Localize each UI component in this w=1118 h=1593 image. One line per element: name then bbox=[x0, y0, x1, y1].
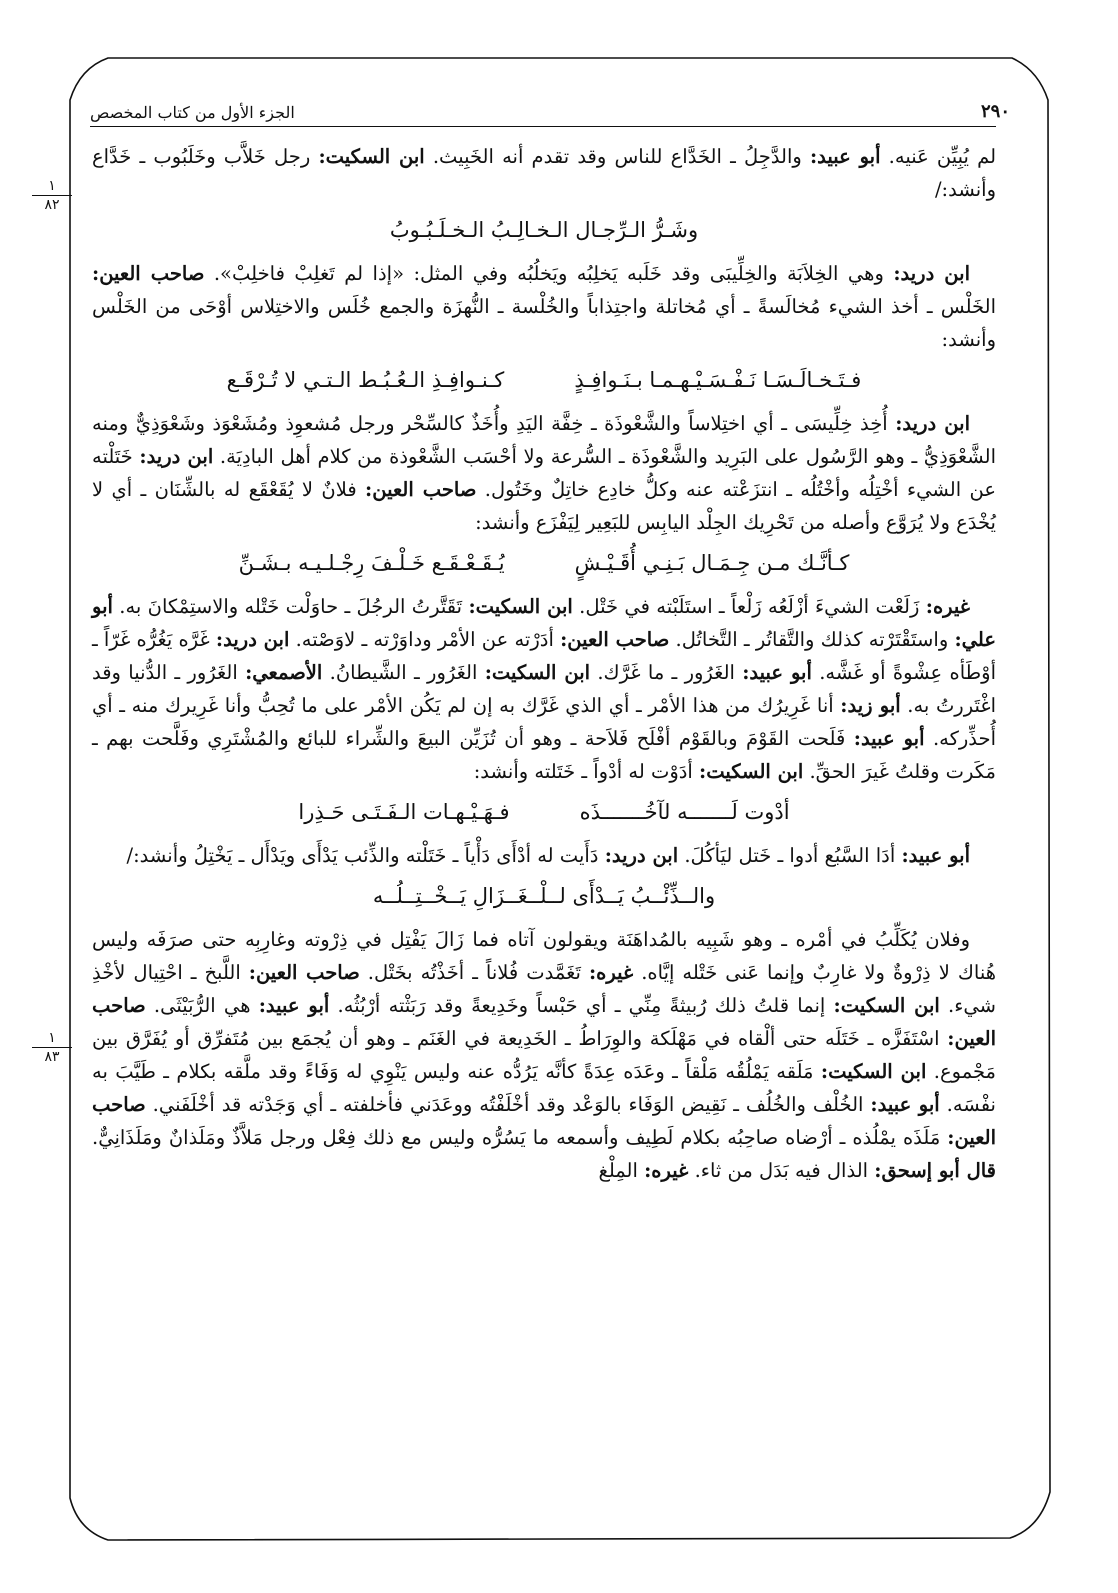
source-attribution: أبو عبيد: bbox=[258, 994, 330, 1017]
source-attribution: أبو علي: bbox=[92, 595, 996, 651]
source-attribution: أبو عبيد: bbox=[853, 727, 925, 750]
source-attribution: ابن السكيت: bbox=[468, 595, 573, 618]
paragraph-text: لم يُبِيِّن عَنيه. bbox=[880, 145, 997, 168]
source-attribution: صاحب العين: bbox=[248, 961, 360, 984]
source-attribution: صاحب العين: bbox=[365, 478, 477, 501]
source-attribution: ابن السكيت: bbox=[820, 1060, 927, 1083]
paragraph-text: فَلَحت القَوْمَ وبالقَوْم أفْلَح فَلاَحة ـ وهو أن تُزَيِّن البيعَ والشِّراء للبائع والمُشْتَرِي وفَلَّحت بهم ـ مَكَرت وقلتُ غَيرَ الحقِّ. bbox=[92, 727, 996, 783]
source-attribution: أبو عبيد: bbox=[870, 1093, 940, 1116]
source-attribution: صاحب العين: bbox=[92, 994, 996, 1050]
verse-hemistich: كـأنَّـك مـن جِـمَـال بَـنِـي أُقَـيْـشٍ bbox=[574, 551, 850, 575]
paragraph-text: وفلان يُكَلِّبُ في أمْره ـ وهو شَبِيه بالمُداهَنَة ويقولون آتاه فما زَالَ يَفْتِل في ذِرْوته وغارِبِه حتى صرَفَه وليس هُناك لا ذِرْوةٌ ولا غارِبٌ وإنما عَنى خَتْله إيَّاه. bbox=[92, 928, 996, 984]
folio-numerator: ١ bbox=[32, 1030, 72, 1048]
paragraph-text: أُخِذ خِلِّيسَى ـ أي اختِلاساً والشَّعْوذَة ـ خِفَّة اليَدِ وأُخَذٌ كالسِّحْر ورجل مُشعوِذ ومُشَعْوَذ وشَعْوَذِيٌّ ومنه الشَّعْوَذِيُّ ـ وهو الرَّسُول على البَرِيد والشَّعْوذَة ـ السُّرعة ولا أحْسَب الشَّعْوذة من كلام أهل البادِيَة. bbox=[92, 412, 996, 468]
verse-hemistich: وشَـرُّ الـرِّجـال الـخـالِـبُ الـخـلَـبُـوبُ bbox=[389, 218, 699, 242]
paragraph-text: هي الرُّبَيْثَى. bbox=[145, 994, 259, 1017]
paragraph-text: أنا غَرِيرُك من هذا الأمْر ـ أي الذي غَرَّك به إن لم يَكُن الأمْر على ما تُحِبُّ وأنا غَرِيرك منه ـ أي أُحذِّركه. bbox=[92, 694, 997, 750]
paragraph-text: فلانٌ لا يُقَعْقَع له بالشِّنَان ـ أي لا يُخْدَع ولا يُرَوَّع وأصله من تَحْرِيك الجِلْد اليابِس للبَعِير لِيَفْزَع وأنشد: bbox=[92, 478, 996, 534]
poetry-verse bbox=[92, 547, 996, 580]
page-number: ٢٩٠ bbox=[980, 101, 1010, 122]
paragraph-text: تَقَتَّرتُ الرجُلَ ـ حاوَلْت خَتْله والاستِمْكانَ به. bbox=[112, 595, 469, 618]
paragraph-text: رجل خَلاَّب وخَلَبُوب ـ خَدَّاع وأنشد:/ bbox=[92, 145, 996, 201]
margin-folio-marker bbox=[32, 1030, 72, 1065]
paragraph-text: اسْتَفَزَّه ـ خَتَلَه حتى ألْقاه في مَهْلَكة والوِرَاطُ ـ الخَدِيعة في الغَنَم ـ وهو أن يُجمَع بين مُتَفرِّق أو يُفَرَّق بين مَجْموع. bbox=[92, 1027, 996, 1083]
source-attribution: ابن دريد: bbox=[604, 844, 679, 867]
source-attribution: ابن دريد: bbox=[893, 262, 970, 285]
source-attribution: غيره: bbox=[644, 1159, 689, 1182]
paragraph-text: إنما قلتُ ذلك رُبيثةً مِنِّي ـ أي حَبْساً وخَدِيعةً وقد رَبَثْته أرْبُثُه. bbox=[329, 994, 834, 1017]
paragraph-text: غَرَّه يَغُرُّه غَرّاً ـ أوْطَأه عِشْوةً أو غَشَّه. bbox=[92, 628, 997, 684]
paragraph-text: زَلَعْت الشيءَ أزْلَعُه زَلْعاً ـ استَلَبْته في خَتْل. bbox=[572, 595, 926, 618]
paragraph-text: تَغَمَّدت فُلاناً ـ أخَذْتُه بخَتْل. bbox=[359, 961, 589, 984]
paragraph bbox=[92, 923, 996, 1187]
source-attribution: ابن السكيت: bbox=[318, 145, 425, 168]
paragraph-text: وهي الخِلاَبَة والخِلِّيبَى وقد خَلَبه يَخلِبُه ويَخلُبُه وفي المثل: «إذا لم تَغلِبْ فاخلِبْ». bbox=[204, 262, 894, 285]
page-header bbox=[90, 88, 1010, 122]
verse-hemistich: والــذِّئْــبُ يَــدْأَى لــلْــغَــزَالِ يَــخْــتِــلُــه bbox=[372, 884, 716, 908]
paragraph-text: أدَوْت له أدْواً ـ خَتَلته وأنشد: bbox=[473, 760, 700, 783]
source-attribution: الأصمعي: bbox=[245, 661, 323, 684]
paragraph bbox=[92, 257, 996, 356]
folio-denominator: ٨٢ bbox=[44, 197, 60, 213]
source-attribution: غيره: bbox=[925, 595, 971, 618]
source-attribution: أبو عبيد: bbox=[809, 145, 881, 168]
poetry-verse bbox=[92, 880, 996, 913]
paragraph-text: الغَرُور ـ الشَّيطانُ. bbox=[322, 661, 485, 684]
main-text bbox=[92, 140, 996, 1193]
paragraph-text: واستَقْتَرْته كذلك والتَّقاتُر ـ التَّخاتُل. bbox=[669, 628, 955, 651]
paragraph-text: الغَرُور ـ ما غَرَّك. bbox=[590, 661, 743, 684]
paragraph-text: خَتَلْته عن الشيء أخْتِلُه وأخْتُلُه ـ انتزَعْته عنه وكلُّ خادِع خاتِلٌ وخَتُول. bbox=[92, 445, 996, 501]
source-attribution: ابن السكيت: bbox=[484, 661, 591, 684]
paragraph-text: مَلَقه يَمْلُقُه مَلْقاً ـ وعَدَه عِدَةً كأنَّه يَرُدُّه عنه وليس يَنْوِي له وَفَاءً وقد ملَّقه بكلام ـ طَيَّبَ به نفْسَه. bbox=[92, 1060, 996, 1116]
paragraph-text: مَلَذَه يمْلُذه ـ أرْضاه صاحِبُه بكلام لَطِيف وأسمعه ما يَسُرُّه وليس مع ذلك فِعْل ورجل مَلاَّذٌ ومَلَذانٌ ومَلَذَانِيٌّ. bbox=[92, 1126, 948, 1149]
source-attribution: ابن السكيت: bbox=[699, 760, 804, 783]
paragraph bbox=[92, 140, 996, 206]
paragraph-text: الخَلْس ـ أخذ الشيء مُخالَسةً ـ أي مُخاتلة واجتِذاباً والخُلْسة ـ النُّهزَة والجمع خُلَس والاختِلاس أوْحَى من الخَلْس وأنشد: bbox=[92, 295, 996, 351]
paragraph-text: والدَّجِلُ ـ الخَدَّاع للناس وقد تقدم أنه الخَبِيث. bbox=[424, 145, 810, 168]
source-attribution: ابن دريد: bbox=[895, 412, 970, 435]
poetry-verse bbox=[92, 214, 996, 247]
source-attribution: صاحب العين: bbox=[92, 262, 205, 285]
paragraph-text: الذال فيه بَدَل من ثاء. bbox=[688, 1159, 875, 1182]
paragraph-text: أدَرْته عن الأمْر وداوَرْته ـ لاوَصْته. bbox=[289, 628, 561, 651]
source-attribution: أبو عبيد: bbox=[901, 844, 970, 867]
folio-denominator: ٨٣ bbox=[44, 1049, 60, 1065]
verse-hemistich: فـتَـخـالَـسَـا نَـفْـسَـيْـهـمـا بـنَـوافِـذٍ bbox=[574, 368, 862, 392]
paragraph-text: الغَرُور ـ الدُّنيا وقد اغْتَررتُ به. bbox=[92, 661, 996, 717]
poetry-verse bbox=[92, 796, 996, 829]
paragraph-text: اللَّبخ ـ احْتِيال لأخْذِ شيء. bbox=[92, 961, 997, 1017]
source-attribution: ابن دريد: bbox=[139, 445, 214, 468]
paragraph bbox=[92, 407, 996, 539]
paragraph bbox=[92, 590, 996, 788]
source-attribution: ابن السكيت: bbox=[833, 994, 940, 1017]
paragraph-text: أدَا السَّبُع أدوا ـ خَتل ليَأكُلَ. bbox=[678, 844, 902, 867]
paragraph bbox=[92, 839, 996, 872]
source-attribution: ابن دريد: bbox=[215, 628, 290, 651]
source-attribution: صاحب العين: bbox=[560, 628, 670, 651]
verse-hemistich: أدْوت لَـــــــه لآخُـــــــذَه bbox=[579, 800, 790, 824]
verse-hemistich: يُـقَـعْـقَـع خَـلْـفَ رِجْـلـيـه بـشَـنِّ bbox=[238, 551, 505, 575]
margin-folio-marker bbox=[32, 178, 72, 213]
verse-hemistich: فـهَـيْـهـات الـفَـتَـى حَـذِرا bbox=[298, 800, 510, 824]
poetry-verse bbox=[92, 364, 996, 397]
source-attribution: صاحب العين: bbox=[92, 1093, 996, 1149]
paragraph-text: الخُلْف والخُلُف ـ نَقِيض الوَفَاء بالوَعْد وقد أخْلَفْتُه ووعَدَني فأخلفته ـ أي وَجَدْته قد أخْلَفَني. bbox=[145, 1093, 871, 1116]
paragraph-text: دَأَيت له أدْأَى دَأْياً ـ خَتَلْته والذِّئب يَدْأَى ويَدْأَل ـ يَخْتِلُ وأنشد:/ bbox=[126, 844, 605, 867]
verse-hemistich: كـنـوافِـذِ الـعُـبُـط الـتـي لا تُـرْقَـع bbox=[226, 368, 505, 392]
header-divider bbox=[90, 126, 996, 127]
source-attribution: غيره: bbox=[588, 961, 634, 984]
source-attribution: أبو زيد: bbox=[840, 694, 901, 717]
folio-numerator: ١ bbox=[32, 178, 72, 196]
source-attribution: قال أبو إسحق: bbox=[874, 1159, 996, 1182]
running-title: الجزء الأول من كتاب المخصص bbox=[90, 103, 295, 122]
paragraph-text: المِلْغ bbox=[598, 1159, 645, 1182]
source-attribution: أبو عبيد: bbox=[742, 661, 812, 684]
